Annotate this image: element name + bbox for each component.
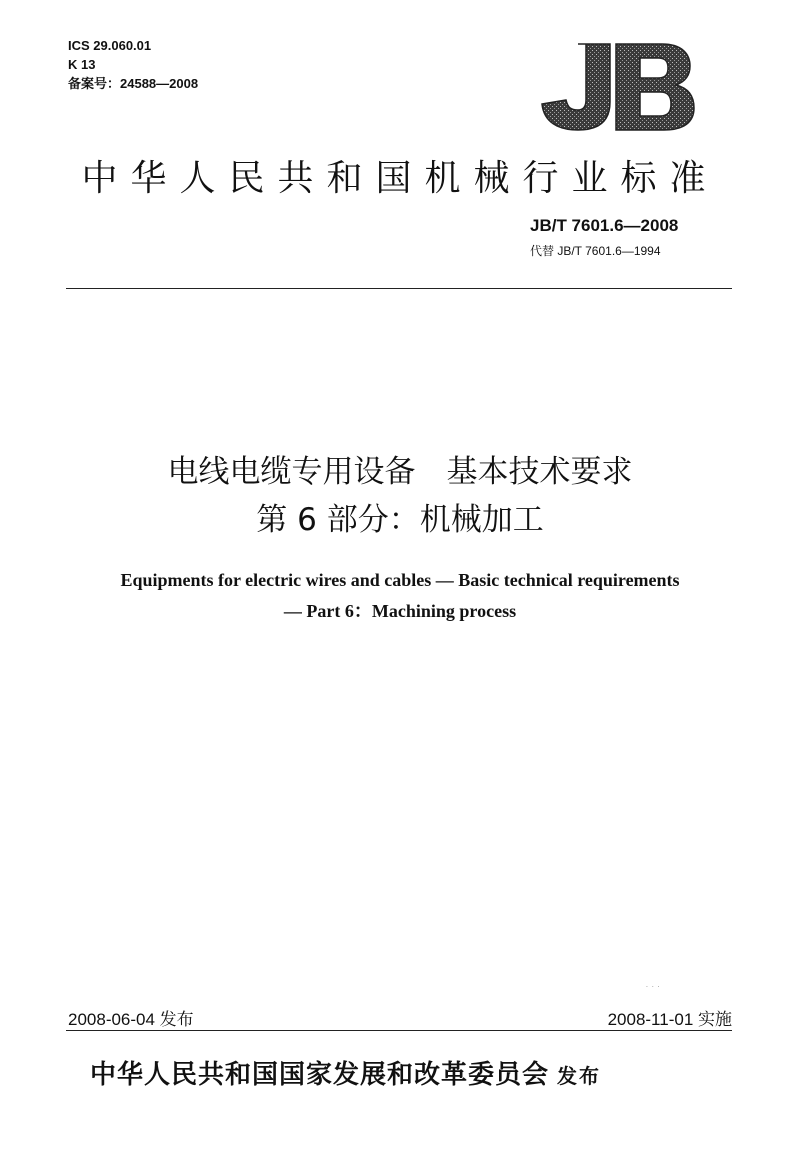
implement-date: 2008-11-01 实施 xyxy=(607,1010,732,1029)
issuer xyxy=(90,1054,601,1091)
jb-logo xyxy=(538,40,698,134)
scan-marks: · · · xyxy=(646,984,661,991)
title-cn-line2: 第 6 部分：机械加工 xyxy=(256,502,544,538)
title-en-line1: Equipments for electric wires and cables — Basic technical requirements xyxy=(120,570,680,590)
publish-date: 2008-06-04 发布 xyxy=(68,1010,194,1029)
bottom-divider xyxy=(66,1030,732,1031)
issuer-action: 发布 xyxy=(557,1064,602,1088)
header-meta xyxy=(68,36,198,93)
top-divider xyxy=(66,288,732,289)
classification-code: K 13 xyxy=(68,57,96,72)
filing-number: 备案号：24588—2008 xyxy=(68,76,199,91)
standard-org-title: 中华人民共和国机械行业标准 xyxy=(81,158,719,199)
issuer-name: 中华人民共和国国家发展和改革委员会 xyxy=(90,1060,550,1090)
replaced-standard: 代替 JB/T 7601.6—1994 xyxy=(530,244,661,258)
standard-number: JB/T 7601.6—2008 xyxy=(530,216,679,235)
ics-code: ICS 29.060.01 xyxy=(68,38,152,53)
title-cn-line1: 电线电缆专用设备 基本技术要求 xyxy=(167,454,633,490)
title-en-line2: — Part 6：Machining process xyxy=(283,601,517,621)
